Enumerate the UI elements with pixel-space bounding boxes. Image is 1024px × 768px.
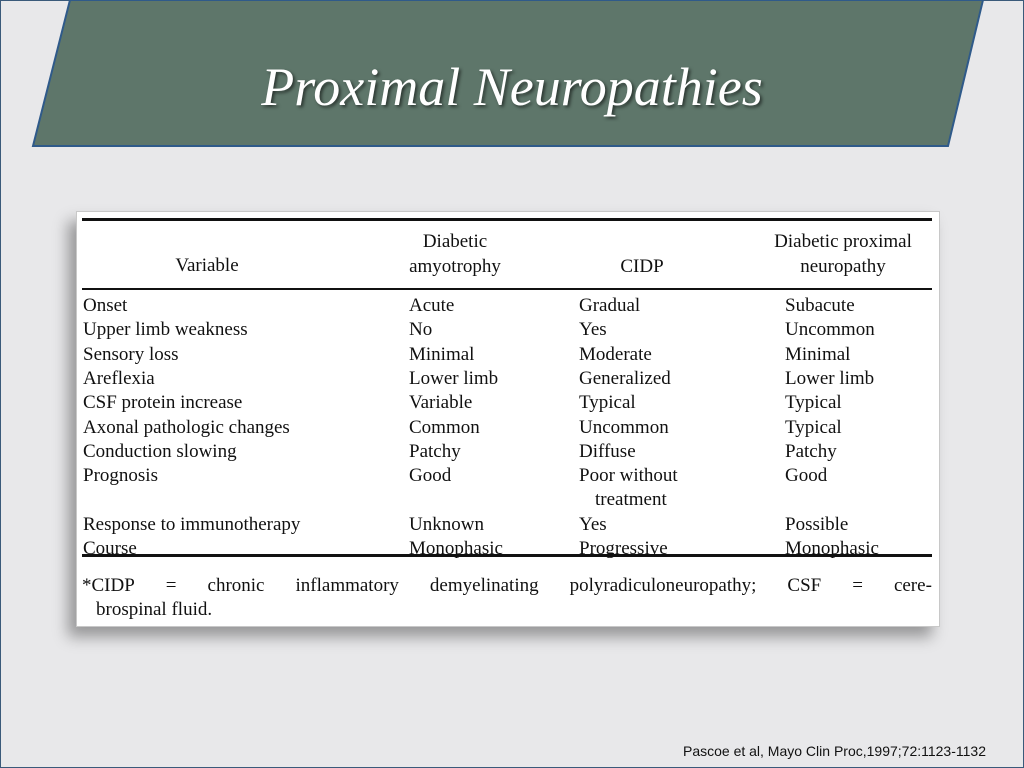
comparison-table xyxy=(76,211,940,627)
footnote-word: demyelinating xyxy=(429,575,539,596)
row-diabetic-amyotrophy-cell: Unknown xyxy=(409,513,484,535)
citation: Pascoe et al, Mayo Clin Proc,1997;72:1123-1132 xyxy=(682,743,986,759)
row-variable-cell: Conduction slowing xyxy=(83,440,237,462)
row-diabetic-amyotrophy-cell: No xyxy=(409,319,433,341)
row-cidp-cell: Yes xyxy=(579,319,607,341)
row-variable-cell: Prognosis xyxy=(83,465,158,487)
footnote-line2: brospinal fluid. xyxy=(96,599,213,620)
row-diabetic-proximal-cell: Typical xyxy=(785,392,842,414)
row-variable-cell: Upper limb weakness xyxy=(83,319,248,341)
footnote-word: polyradiculoneuropathy; xyxy=(569,575,757,596)
row-diabetic-proximal-cell: Subacute xyxy=(785,295,855,316)
row-variable-cell: Axonal pathologic changes xyxy=(83,416,290,438)
row-diabetic-amyotrophy-cell: Common xyxy=(409,416,480,438)
row-variable-cell: Response to immunotherapy xyxy=(83,513,301,535)
title-banner xyxy=(0,0,1024,150)
footnote-word: inflammatory xyxy=(295,575,399,596)
row-diabetic-amyotrophy-cell: Monophasic xyxy=(409,538,503,559)
row-diabetic-amyotrophy-cell: Patchy xyxy=(409,440,461,462)
row-cidp-cell: Uncommon xyxy=(579,416,669,438)
table-header-rule xyxy=(82,288,932,290)
footnote-word: *CIDP xyxy=(82,575,135,596)
row-diabetic-amyotrophy-cell: Good xyxy=(409,465,452,487)
row-diabetic-amyotrophy-cell: Variable xyxy=(409,392,473,414)
header-diabetic-proximal-line1: Diabetic proximal xyxy=(774,231,912,252)
footnote-word: chronic xyxy=(207,575,265,596)
row-cidp-cell: Poor without xyxy=(579,465,678,487)
row-cidp-cell: Yes xyxy=(579,513,607,535)
row-variable-cell: Onset xyxy=(83,295,128,316)
row-cidp-cell: Generalized xyxy=(579,367,671,389)
row-diabetic-proximal-cell: Good xyxy=(785,465,828,487)
row-variable-cell: Course xyxy=(83,538,137,559)
header-diabetic-proximal-line2: neuropathy xyxy=(800,256,886,277)
footnote-word: CSF xyxy=(787,575,822,596)
footnote-word: = xyxy=(852,575,863,596)
row-variable-cell: CSF protein increase xyxy=(83,392,243,414)
row-cidp-cell: Progressive xyxy=(579,538,668,559)
row-variable-cell: Areflexia xyxy=(83,367,155,389)
row-diabetic-amyotrophy-cell: Acute xyxy=(409,295,455,316)
table-top-rule xyxy=(82,218,932,221)
row-cidp-cell: Moderate xyxy=(579,343,652,365)
footnote-line1 xyxy=(82,574,932,598)
header-diabetic-amyotrophy-line1: Diabetic xyxy=(422,231,488,252)
row-diabetic-proximal-cell: Lower limb xyxy=(785,367,875,389)
row-diabetic-proximal-cell: Monophasic xyxy=(785,538,879,559)
row-diabetic-amyotrophy-cell: Lower limb xyxy=(409,367,499,389)
header-variable: Variable xyxy=(175,255,239,276)
row-cidp-cell: Typical xyxy=(579,392,636,414)
page-title: Proximal Neuropathies xyxy=(261,57,763,117)
row-diabetic-proximal-cell: Possible xyxy=(785,513,849,535)
footnote-word: cere- xyxy=(893,575,932,596)
table-footnote xyxy=(82,574,932,622)
row-diabetic-proximal-cell: Uncommon xyxy=(785,319,875,341)
header-cidp: CIDP xyxy=(620,256,664,277)
row-diabetic-amyotrophy-cell: Minimal xyxy=(409,343,475,365)
footnote-word: = xyxy=(165,575,177,596)
row-cidp-cell: Diffuse xyxy=(579,440,636,462)
row-cidp-cell-continued: treatment xyxy=(595,489,667,511)
row-cidp-cell: Gradual xyxy=(579,295,641,316)
row-diabetic-proximal-cell: Minimal xyxy=(785,343,851,365)
row-variable-cell: Sensory loss xyxy=(83,343,179,365)
row-diabetic-proximal-cell: Patchy xyxy=(785,440,837,462)
row-diabetic-proximal-cell: Typical xyxy=(785,416,842,438)
header-diabetic-amyotrophy-line2: amyotrophy xyxy=(409,256,501,277)
